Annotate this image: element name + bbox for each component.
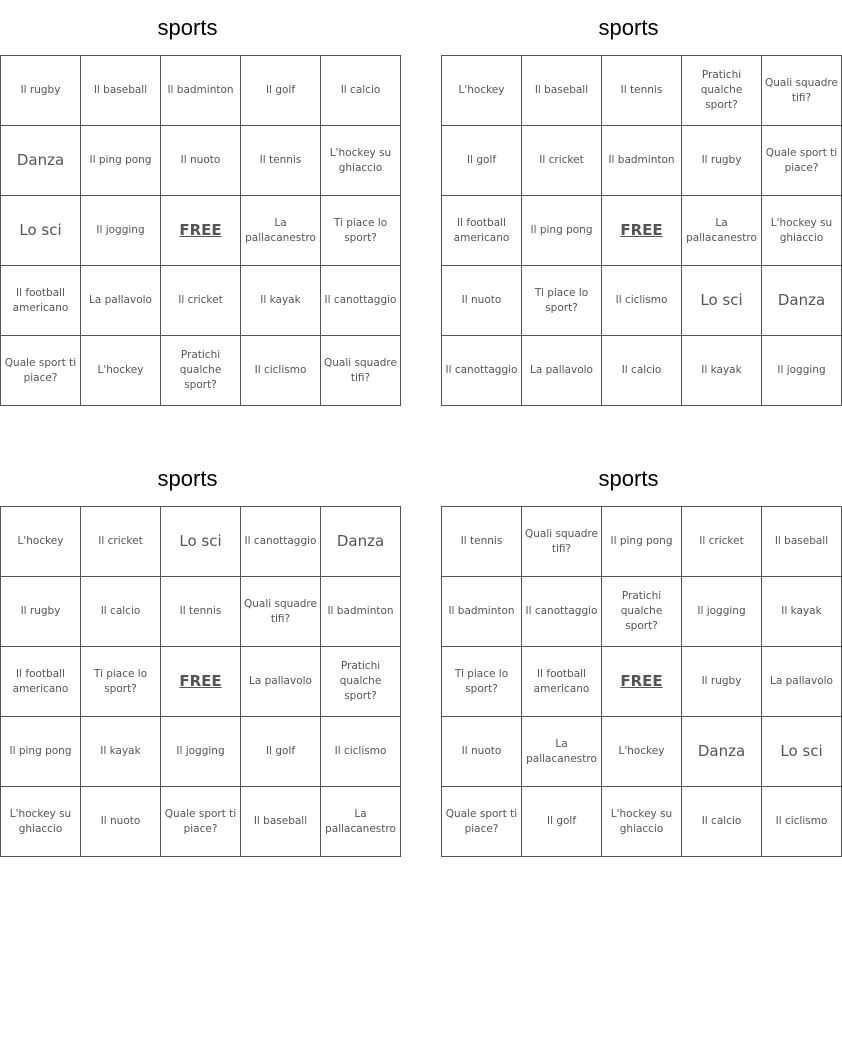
grid-row xyxy=(442,336,842,406)
grid-cell: Il calcio xyxy=(682,787,762,857)
grid-cell: Danza xyxy=(321,507,401,577)
grid-cell: Il nuoto xyxy=(161,126,241,196)
grid-cell: Il canottaggio xyxy=(241,507,321,577)
grid-cell: Il kayak xyxy=(682,336,762,406)
grid-cell: L'hockey su ghiaccio xyxy=(762,196,842,266)
grid-cell: Il jogging xyxy=(161,717,241,787)
grid-cell: Il calcio xyxy=(321,56,401,126)
grid-cell: Il cricket xyxy=(522,126,602,196)
grid-cell: Ti piace lo sport? xyxy=(81,647,161,717)
grid-row xyxy=(1,787,401,857)
grid-cell: L'hockey xyxy=(602,717,682,787)
grid-cell: La pallavolo xyxy=(522,336,602,406)
grid-cell: Il tennis xyxy=(602,56,682,126)
bingo-grid xyxy=(0,55,401,406)
grid-cell: Pratichi qualche sport? xyxy=(321,647,401,717)
grid-row xyxy=(442,266,842,336)
card-title: sports xyxy=(598,466,659,491)
grid-cell: Il ciclismo xyxy=(762,787,842,857)
grid-cell: La pallacanestro xyxy=(522,717,602,787)
grid-cell: Quale sport ti piace? xyxy=(762,126,842,196)
bingo-card-4 xyxy=(441,451,833,857)
grid-cell: Quali squadre tifi? xyxy=(522,507,602,577)
grid-cell: Il golf xyxy=(522,787,602,857)
grid-cell: Pratichi qualche sport? xyxy=(682,56,762,126)
grid-cell: La pallacanestro xyxy=(241,196,321,266)
grid-cell: L'hockey xyxy=(1,507,81,577)
grid-cell: Il rugby xyxy=(682,126,762,196)
grid-row xyxy=(442,647,842,717)
card-title: sports xyxy=(598,15,659,40)
grid-cell: Il tennis xyxy=(241,126,321,196)
grid-row xyxy=(1,196,401,266)
grid-cell: Il jogging xyxy=(762,336,842,406)
grid-cell: Pratichi qualche sport? xyxy=(602,577,682,647)
grid-cell: Il nuoto xyxy=(442,266,522,336)
grid-cell: Danza xyxy=(762,266,842,336)
grid-cell: Il badminton xyxy=(321,577,401,647)
grid-cell: L'hockey su ghiaccio xyxy=(1,787,81,857)
grid-cell: Il ping pong xyxy=(522,196,602,266)
grid-cell: La pallacanestro xyxy=(321,787,401,857)
grid-cell: La pallacanestro xyxy=(682,196,762,266)
grid-row xyxy=(442,717,842,787)
grid-cell: Il tennis xyxy=(161,577,241,647)
grid-cell: Lo sci xyxy=(1,196,81,266)
grid-cell: Il calcio xyxy=(602,336,682,406)
grid-cell: Il canottaggio xyxy=(321,266,401,336)
grid-cell: Il badminton xyxy=(161,56,241,126)
grid-cell: Quali squadre tifi? xyxy=(762,56,842,126)
grid-row xyxy=(1,56,401,126)
free-space-cell: FREE xyxy=(602,196,682,266)
grid-cell: Il baseball xyxy=(762,507,842,577)
grid-cell: Il nuoto xyxy=(81,787,161,857)
grid-row xyxy=(1,507,401,577)
grid-row xyxy=(442,196,842,266)
grid-cell: Il football americano xyxy=(1,266,81,336)
grid-cell: Lo sci xyxy=(161,507,241,577)
grid-cell: Quale sport ti piace? xyxy=(161,787,241,857)
grid-cell: Pratichi qualche sport? xyxy=(161,336,241,406)
grid-cell: Il rugby xyxy=(1,577,81,647)
grid-cell: Il baseball xyxy=(81,56,161,126)
free-space-cell: FREE xyxy=(161,647,241,717)
grid-row xyxy=(442,56,842,126)
grid-cell: Il ping pong xyxy=(81,126,161,196)
grid-cell: Quale sport ti piace? xyxy=(442,787,522,857)
grid-cell: Ti piace lo sport? xyxy=(522,266,602,336)
grid-cell: Il football americano xyxy=(522,647,602,717)
free-space-cell: FREE xyxy=(161,196,241,266)
grid-row xyxy=(442,126,842,196)
grid-cell: La pallavolo xyxy=(241,647,321,717)
grid-cell: Il calcio xyxy=(81,577,161,647)
grid-cell: Quali squadre tifi? xyxy=(241,577,321,647)
grid-cell: Il ciclismo xyxy=(321,717,401,787)
grid-row xyxy=(442,507,842,577)
grid-cell: Il ciclismo xyxy=(241,336,321,406)
grid-cell: Il badminton xyxy=(442,577,522,647)
grid-cell: Il cricket xyxy=(161,266,241,336)
grid-cell: Il golf xyxy=(241,56,321,126)
grid-cell: Il canottaggio xyxy=(522,577,602,647)
bingo-grid xyxy=(441,55,842,406)
bingo-card-3 xyxy=(0,451,396,857)
grid-cell: Il tennis xyxy=(442,507,522,577)
grid-cell: Il ciclismo xyxy=(602,266,682,336)
grid-cell: Il rugby xyxy=(682,647,762,717)
grid-cell: Lo sci xyxy=(762,717,842,787)
grid-cell: L'hockey xyxy=(81,336,161,406)
grid-cell: Il football americano xyxy=(442,196,522,266)
free-space-cell: FREE xyxy=(602,647,682,717)
bingo-grid xyxy=(0,506,401,857)
grid-cell: L'hockey su ghiaccio xyxy=(602,787,682,857)
grid-cell: Il cricket xyxy=(81,507,161,577)
grid-row xyxy=(1,336,401,406)
grid-row xyxy=(442,787,842,857)
grid-cell: Il kayak xyxy=(762,577,842,647)
grid-cell: Il nuoto xyxy=(442,717,522,787)
grid-cell: Il cricket xyxy=(682,507,762,577)
bingo-grid xyxy=(441,506,842,857)
grid-row xyxy=(1,717,401,787)
grid-cell: L'hockey su ghiaccio xyxy=(321,126,401,196)
grid-cell: Lo sci xyxy=(682,266,762,336)
grid-cell: Il jogging xyxy=(682,577,762,647)
grid-cell: Il canottaggio xyxy=(442,336,522,406)
grid-row xyxy=(1,647,401,717)
grid-cell: Il badminton xyxy=(602,126,682,196)
grid-cell: Il kayak xyxy=(241,266,321,336)
grid-cell: Il ping pong xyxy=(1,717,81,787)
grid-cell: Il kayak xyxy=(81,717,161,787)
grid-cell: Il baseball xyxy=(241,787,321,857)
grid-row xyxy=(1,126,401,196)
grid-cell: L'hockey xyxy=(442,56,522,126)
grid-cell: Il golf xyxy=(442,126,522,196)
grid-cell: Ti piace lo sport? xyxy=(321,196,401,266)
grid-row xyxy=(1,266,401,336)
grid-cell: Il baseball xyxy=(522,56,602,126)
bingo-card-1 xyxy=(0,0,397,406)
grid-cell: Il football americano xyxy=(1,647,81,717)
grid-cell: Danza xyxy=(682,717,762,787)
grid-cell: Quale sport ti piace? xyxy=(1,336,81,406)
grid-cell: Ti piace lo sport? xyxy=(442,647,522,717)
grid-cell: Danza xyxy=(1,126,81,196)
grid-cell: Il jogging xyxy=(81,196,161,266)
grid-cell: La pallavolo xyxy=(81,266,161,336)
grid-cell: Il ping pong xyxy=(602,507,682,577)
grid-cell: Il rugby xyxy=(1,56,81,126)
grid-cell: Quali squadre tifi? xyxy=(321,336,401,406)
grid-cell: Il golf xyxy=(241,717,321,787)
grid-cell: La pallavolo xyxy=(762,647,842,717)
grid-row xyxy=(442,577,842,647)
card-title: sports xyxy=(157,466,218,491)
card-title: sports xyxy=(157,15,218,40)
grid-row xyxy=(1,577,401,647)
bingo-card-2 xyxy=(441,0,838,406)
